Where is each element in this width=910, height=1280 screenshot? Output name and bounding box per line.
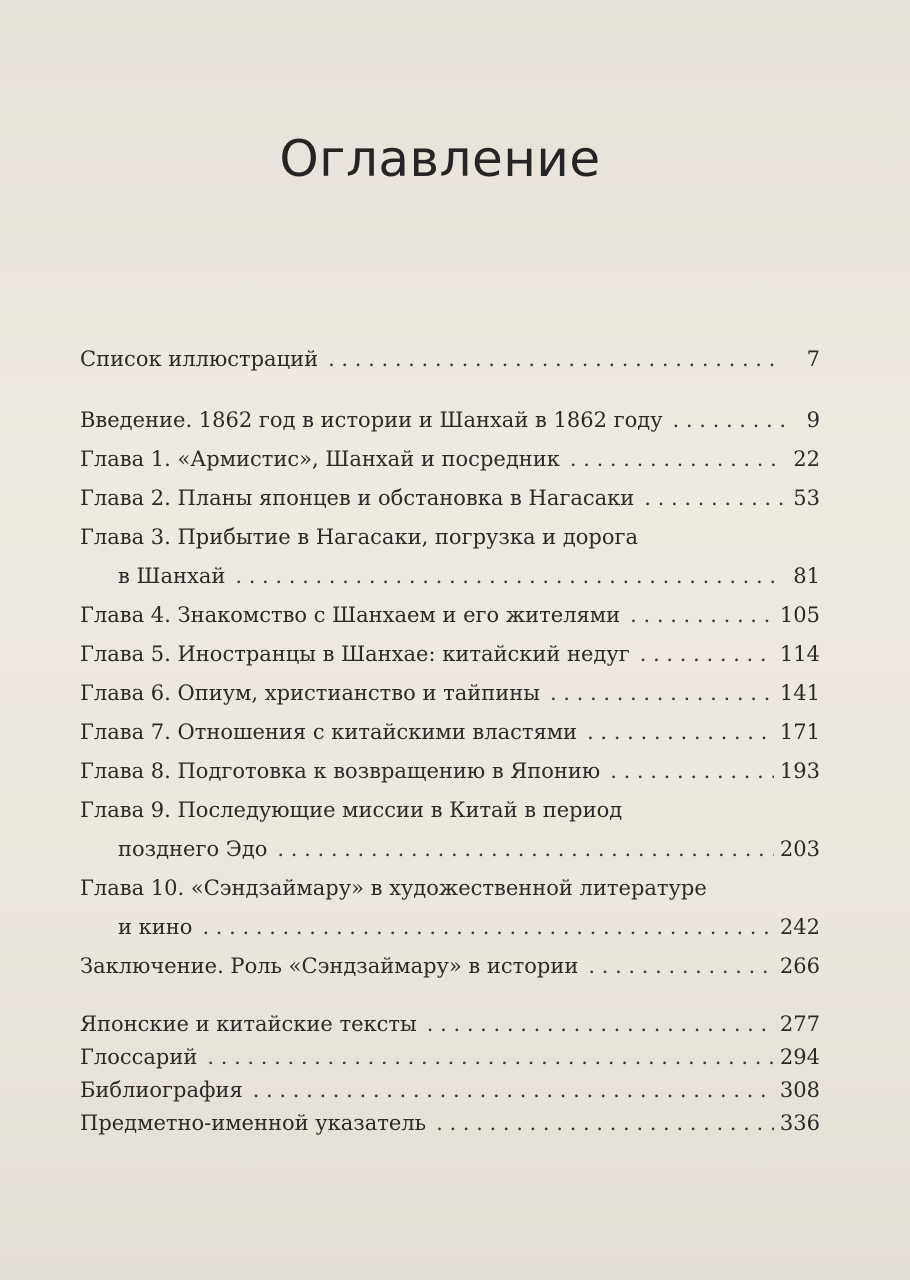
toc-entry-texts bbox=[80, 1008, 820, 1041]
toc-entry-text: Глава 7. Отношения с китайскими властями bbox=[80, 720, 578, 744]
chapters-list bbox=[80, 401, 820, 986]
toc-entry-index bbox=[80, 1107, 820, 1140]
toc-page-number: 7 bbox=[806, 347, 820, 371]
toc-page-number: 9 bbox=[806, 408, 820, 432]
toc-page-number: 114 bbox=[779, 642, 820, 666]
page-title: Оглавление bbox=[279, 129, 601, 188]
dot-leader bbox=[328, 340, 784, 379]
dot-leader bbox=[610, 752, 774, 791]
toc-entry-chapter-8 bbox=[80, 752, 820, 791]
dot-leader bbox=[235, 557, 784, 596]
dot-leader bbox=[436, 1107, 774, 1140]
toc-entry-bibliography bbox=[80, 1074, 820, 1107]
toc-page-number: 141 bbox=[779, 681, 820, 705]
toc-entry-illustrations bbox=[80, 340, 820, 379]
toc-page-number: 203 bbox=[779, 837, 820, 861]
toc-entry-text: Глава 6. Опиум, христианство и тайпины bbox=[80, 681, 540, 705]
toc-entry-text: Глава 10. «Сэндзаймару» в художественной литературе bbox=[80, 876, 707, 900]
toc-page-number: 308 bbox=[779, 1078, 820, 1102]
toc-page-number: 53 bbox=[793, 486, 820, 510]
toc-page-number: 105 bbox=[779, 603, 820, 627]
toc-entry-text: Предметно-именной указатель bbox=[80, 1111, 427, 1135]
toc-entry-chapter-3 bbox=[80, 518, 820, 596]
dot-leader bbox=[587, 713, 774, 752]
toc-entry-text-continued: в Шанхай bbox=[118, 564, 226, 588]
toc-page-number: 277 bbox=[779, 1012, 820, 1036]
toc-entry-chapter-2 bbox=[80, 479, 820, 518]
toc-entry-glossary bbox=[80, 1041, 820, 1074]
toc-entry-chapter-4 bbox=[80, 596, 820, 635]
toc-entry-text-continued: и кино bbox=[118, 915, 193, 939]
table-of-contents bbox=[80, 340, 820, 1140]
toc-entry-chapter-9 bbox=[80, 791, 820, 869]
toc-entry-text: Список иллюстраций bbox=[80, 347, 319, 371]
toc-entry-text-continued: позднего Эдо bbox=[118, 837, 268, 861]
toc-entry-chapter-5 bbox=[80, 635, 820, 674]
toc-entry-text: Глоссарий bbox=[80, 1045, 198, 1069]
toc-entry-text: Глава 2. Планы японцев и обстановка в Нагасаки bbox=[80, 486, 635, 510]
dot-leader bbox=[277, 830, 773, 869]
toc-entry-text: Глава 8. Подготовка к возвращению в Японию bbox=[80, 759, 601, 783]
dot-leader bbox=[570, 440, 784, 479]
toc-entry-text: Глава 1. «Армистис», Шанхай и посредник bbox=[80, 447, 560, 471]
toc-entry-text: Глава 4. Знакомство с Шанхаем и его жителями bbox=[80, 603, 621, 627]
dot-leader bbox=[640, 635, 774, 674]
toc-entry-introduction bbox=[80, 401, 820, 440]
dot-leader bbox=[588, 947, 774, 986]
toc-entry-conclusion bbox=[80, 947, 820, 986]
toc-page-number: 266 bbox=[779, 954, 820, 978]
toc-entry-chapter-7 bbox=[80, 713, 820, 752]
dot-leader bbox=[202, 908, 773, 947]
toc-entry-text: Заключение. Роль «Сэндзаймару» в истории bbox=[80, 954, 579, 978]
toc-entry-text: Глава 3. Прибытие в Нагасаки, погрузка и дорога bbox=[80, 525, 638, 549]
toc-entry-chapter-1 bbox=[80, 440, 820, 479]
toc-entry-chapter-10 bbox=[80, 869, 820, 947]
toc-page-number: 242 bbox=[779, 915, 820, 939]
toc-entry-chapter-6 bbox=[80, 674, 820, 713]
toc-entry-text: Японские и китайские тексты bbox=[80, 1012, 417, 1036]
dot-leader bbox=[427, 1008, 774, 1041]
dot-leader bbox=[644, 479, 784, 518]
toc-page-number: 294 bbox=[779, 1045, 820, 1069]
toc-entry-text: Библиография bbox=[80, 1078, 243, 1102]
back-matter-list bbox=[80, 1008, 820, 1140]
toc-entry-text: Глава 9. Последующие миссии в Китай в период bbox=[80, 798, 623, 822]
toc-page-number: 22 bbox=[793, 447, 820, 471]
dot-leader bbox=[673, 401, 784, 440]
dot-leader bbox=[253, 1074, 774, 1107]
dot-leader bbox=[630, 596, 774, 635]
toc-page-number: 193 bbox=[779, 759, 820, 783]
toc-page-number: 81 bbox=[793, 564, 820, 588]
toc-entry-text: Глава 5. Иностранцы в Шанхае: китайский недуг bbox=[80, 642, 630, 666]
toc-entry-text: Введение. 1862 год в истории и Шанхай в 1862 году bbox=[80, 408, 663, 432]
dot-leader bbox=[550, 674, 774, 713]
dot-leader bbox=[207, 1041, 774, 1074]
toc-page-number: 336 bbox=[779, 1111, 820, 1135]
toc-page-number: 171 bbox=[779, 720, 820, 744]
